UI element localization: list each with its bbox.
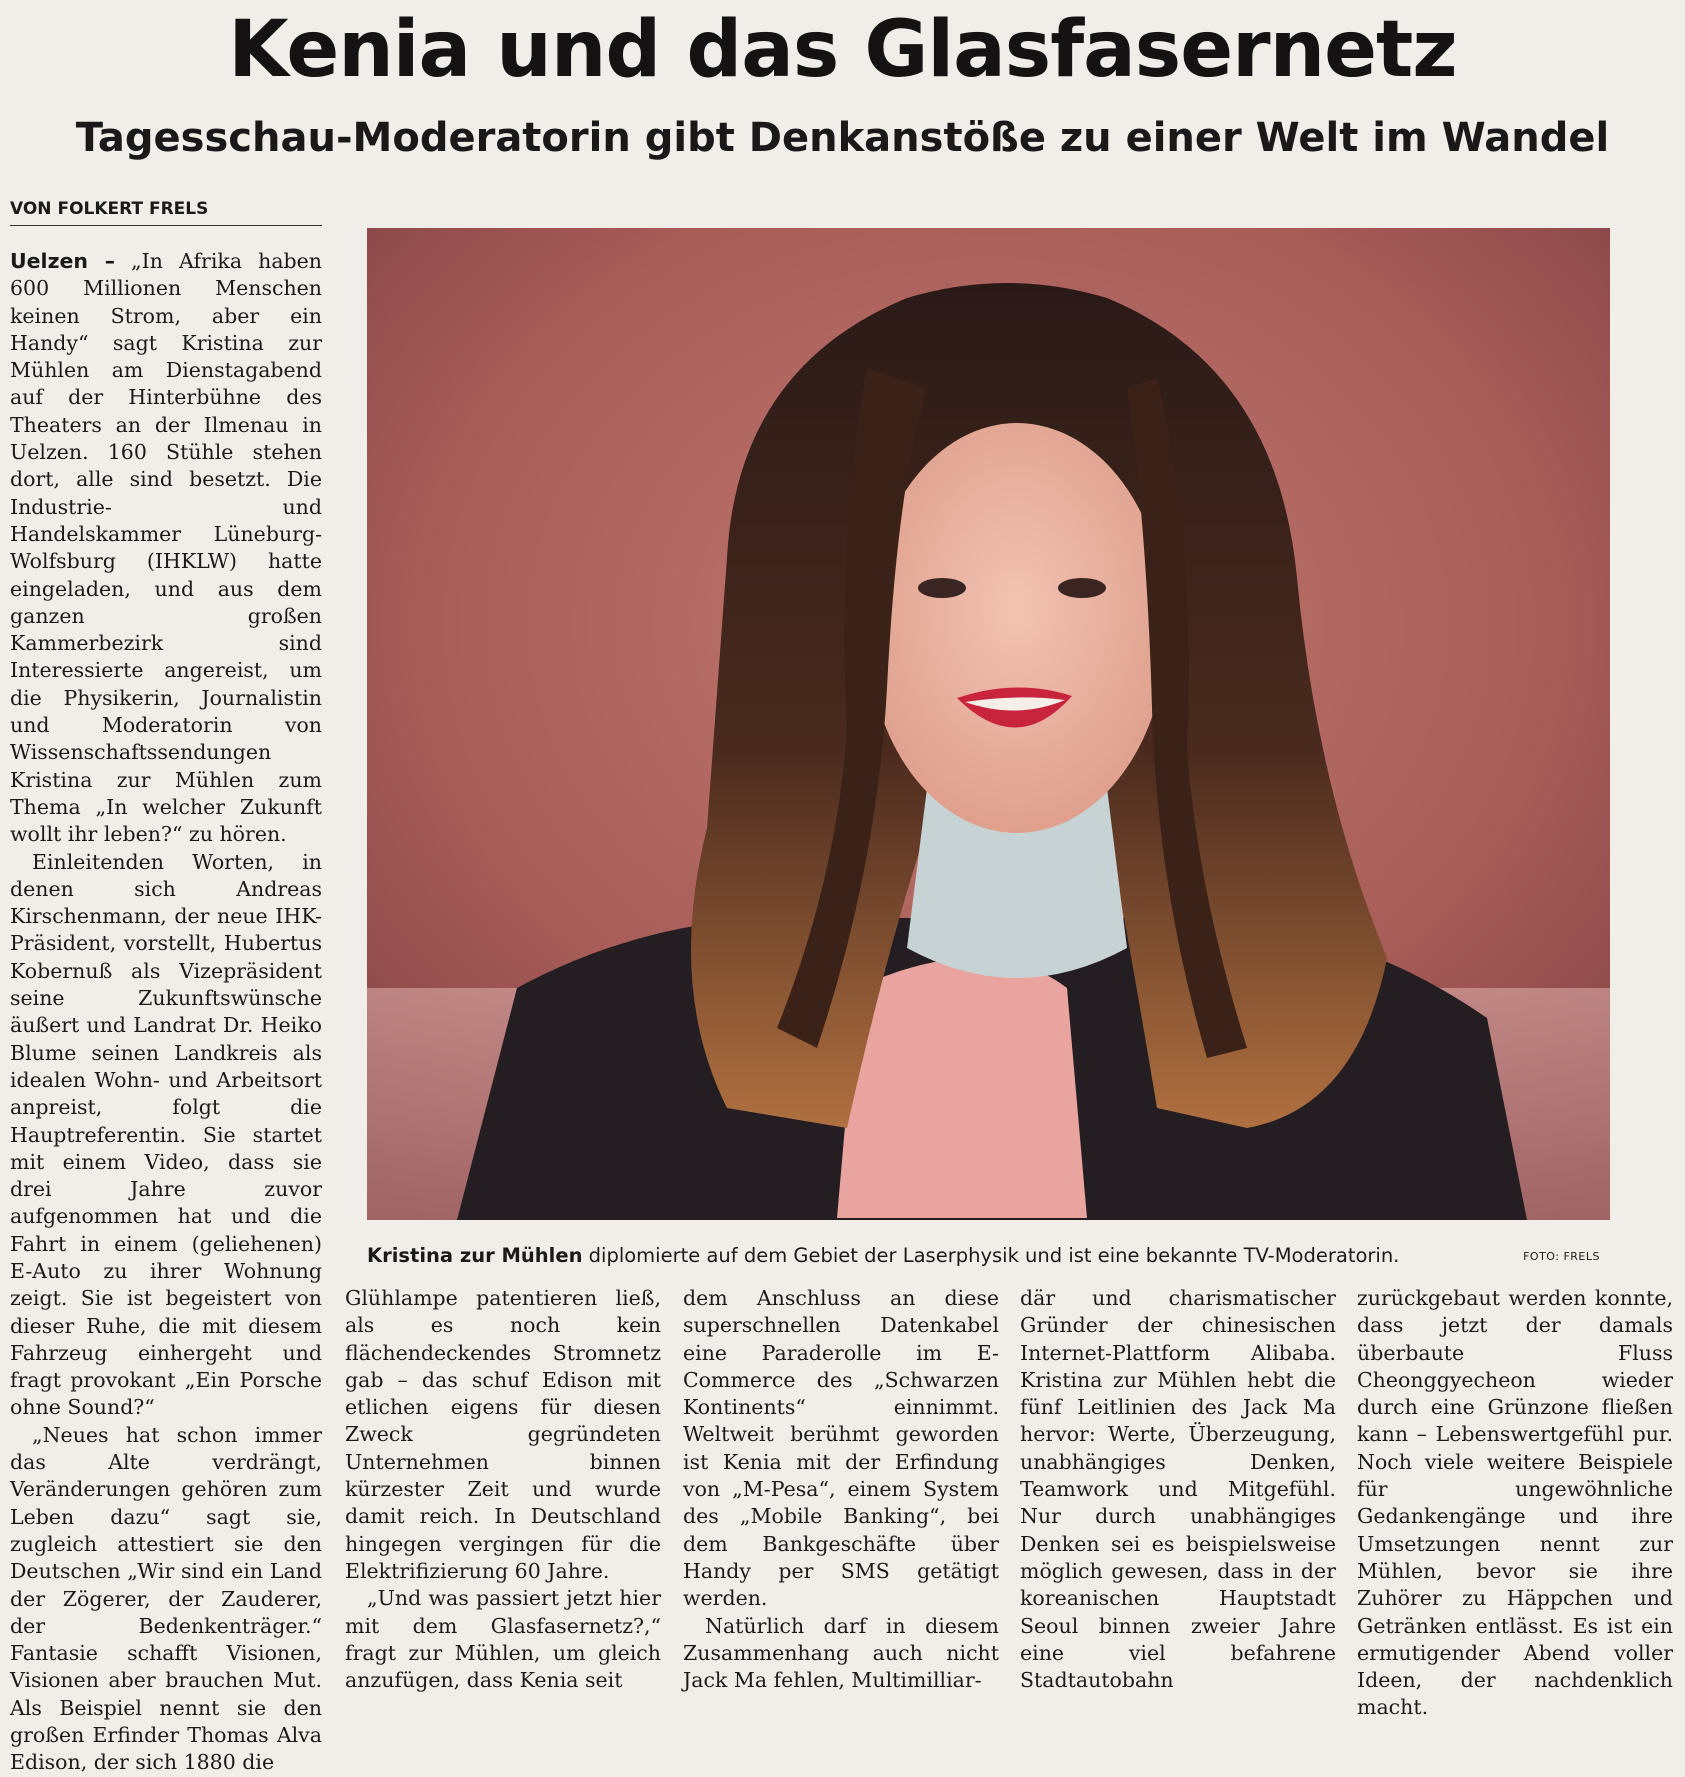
paragraph: „Neues hat schon immer das Alte verdrängt, Veränderungen gehören zum Leben dazu“ sagt sie, zugleich attestiert sie den Deutschen „Wir sind ein Land der Zögerer, der Zauderer, der Bedenkenträger.“ Fantasie schafft Visionen, Visionen aber brauchen Mut. Als Beispiel nennt sie den großen Erfinder Thomas Alva Edison, der sich 1880 die xyxy=(10,1422,322,1775)
article-column-5 xyxy=(1357,1285,1673,1720)
article-column-2 xyxy=(345,1285,661,1693)
paragraph: där und charismatischer Gründer der chinesischen Internet-Plattform Alibaba. Kristina zur Mühlen hebt die fünf Leitlinien des Jack Ma hervor: Werte, Überzeugung, unabhängiges Denken, Teamwork und Mitgefühl. Nur durch unabhängiges Denken sei es beispielsweise möglich gewesen, dass in der koreanischen Hauptstadt Seoul binnen zweier Jahre eine viel befahrene Stadtautobahn xyxy=(1020,1286,1336,1693)
caption-text: diplomierte auf dem Gebiet der Laserphysik und ist eine bekannte TV-Moderatorin. xyxy=(588,1244,1400,1267)
byline: VON FOLKERT FRELS xyxy=(10,195,322,226)
paragraph: dem Anschluss an diese superschnellen Datenkabel eine Paraderolle im E-Commerce des „Schwarzen Kontinents“ einnimmt. Weltweit berühmt geworden ist Kenia mit der Erfindung von „M-Pesa“, einem System des „Mobile Banking“, bei dem Bankgeschäfte über Handy per SMS getätigt werden. xyxy=(683,1286,999,1611)
headline: Kenia und das Glasfasernetz xyxy=(228,5,1457,95)
caption-name: Kristina zur Mühlen xyxy=(367,1244,583,1267)
photo-credit: FOTO: FRELS xyxy=(1523,1250,1600,1263)
paragraph: Glühlampe patentieren ließ, als es noch kein flächendeckendes Stromnetz gab – das schuf Edison mit etlichen eigens für diesen Zweck gegründeten Unternehmen binnen kürzester Zeit und wurde damit reich. In Deutschland hingegen vergingen für die Elektrifizierung 60 Jahre. xyxy=(345,1286,661,1583)
article-column-1 xyxy=(10,248,322,1775)
paragraph-text: „In Afrika haben 600 Millionen Menschen keinen Strom, aber ein Handy“ sagt Kristina zur Mühlen am Dienstagabend auf der Hinterbühne des Theaters an der Ilmenau in Uelzen. 160 Stühle stehen dort, alle sind besetzt. Die Industrie- und Handelskammer Lüneburg-Wolfsburg (IHKLW) hatte eingeladen, und aus dem ganzen großen Kammerbezirk sind Interessierte angereist, um die Physikerin, Journalistin und Moderatorin von Wissenschaftssendungen Kristina zur Mühlen zum Thema „In welcher Zukunft wollt ihr leben?“ zu hören. xyxy=(10,249,322,847)
subheadline: Tagesschau-Moderatorin gibt Denkanstöße zu einer Welt im Wandel xyxy=(75,115,1610,161)
paragraph: Natürlich darf in diesem Zusammenhang auch nicht Jack Ma fehlen, Multimilliar- xyxy=(683,1613,999,1693)
paragraph: „Und was passiert jetzt hier mit dem Glasfasernetz?,“ fragt zur Mühlen, um gleich anzufügen, dass Kenia seit xyxy=(345,1586,661,1693)
dateline: Uelzen – xyxy=(10,249,115,273)
paragraph: zurückgebaut werden konnte, dass jetzt der damals überbaute Fluss Cheonggyecheon wieder durch eine Grünzone fließen kann – Lebenswertgefühl pur. Noch viele weitere Beispiele für ungewöhnliche Gedankengänge und ihre Umsetzungen nennt zur Mühlen, bevor sie ihre Zuhörer zu Häppchen und Getränken entlässt. Es ist ein ermutigender Abend voller Ideen, der nachdenklich macht. xyxy=(1357,1286,1673,1720)
article-column-3 xyxy=(683,1285,999,1693)
paragraph: Einleitenden Worten, in denen sich Andreas Kirschenmann, der neue IHK-Präsident, vorstellt, Hubertus Kobernuß als Vizepräsident seine Zukunftswünsche äußert und Landrat Dr. Heiko Blume seinen Landkreis als idealen Wohn- und Arbeitsort anpreist, folgt die Hauptreferentin. Sie startet mit einem Video, dass sie drei Jahre zuvor aufgenommen hat und die Fahrt in einem (geliehenen) E-Auto zu ihrer Wohnung zeigt. Sie ist begeistert von dieser Ruhe, die mit diesem Fahrzeug einhergeht und fragt provokant „Ein Porsche ohne Sound?“ xyxy=(10,849,322,1420)
article-column-4 xyxy=(1020,1285,1336,1693)
photo-caption xyxy=(367,1238,1610,1274)
article-photo xyxy=(367,228,1610,1220)
paragraph xyxy=(10,248,322,849)
